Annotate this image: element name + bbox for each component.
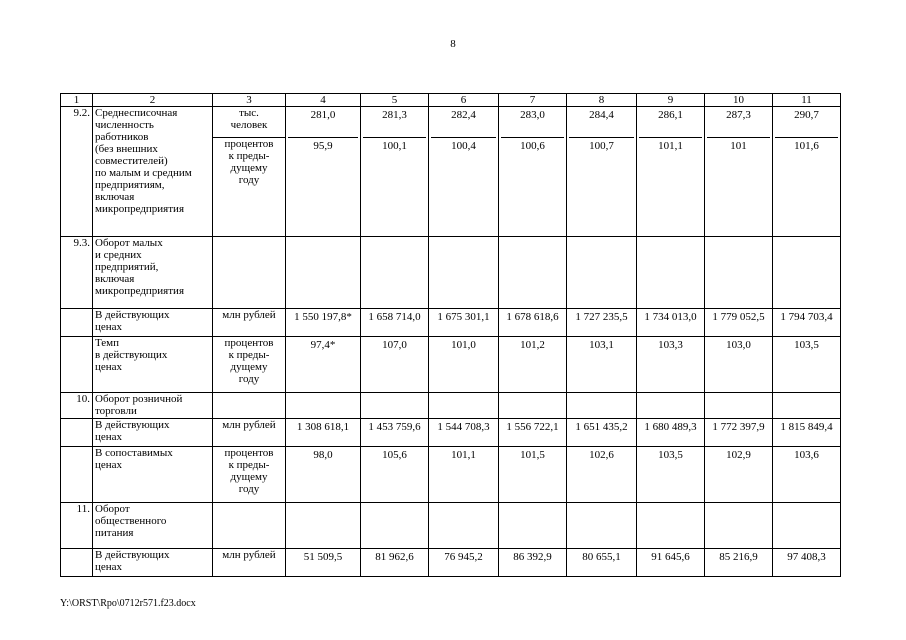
header-cell: 2 bbox=[93, 94, 213, 107]
value-cell bbox=[637, 503, 705, 549]
value-cell bbox=[567, 503, 637, 549]
value-cell: 97,4* bbox=[286, 337, 361, 393]
value-cell bbox=[429, 393, 499, 419]
header-cell: 5 bbox=[361, 94, 429, 107]
value-cell: 102,6 bbox=[567, 447, 637, 503]
unit-cell bbox=[213, 393, 286, 419]
value-cell: 103,1 bbox=[567, 337, 637, 393]
value-cell bbox=[637, 237, 705, 309]
value: 283,0 bbox=[520, 109, 545, 121]
value-cell: 101,0 bbox=[429, 337, 499, 393]
value: 101,6 bbox=[775, 137, 838, 152]
unit-cell bbox=[213, 107, 286, 237]
unit-label: процентов к преды- дущему году bbox=[213, 137, 285, 186]
value-cell: 86 392,9 bbox=[499, 549, 567, 577]
unit-label: тыс. человек bbox=[230, 107, 268, 131]
value: 100,7 bbox=[569, 137, 634, 152]
unit-cell: млн рублей bbox=[213, 549, 286, 577]
value-cell bbox=[773, 237, 841, 309]
value-cell bbox=[705, 107, 773, 237]
row-number bbox=[61, 309, 93, 337]
unit-cell: процентов к преды- дущему году bbox=[213, 447, 286, 503]
row-number: 10. bbox=[61, 393, 93, 419]
value: 281,3 bbox=[382, 109, 407, 121]
value-cell bbox=[429, 107, 499, 237]
header-cell: 11 bbox=[773, 94, 841, 107]
page-number: 8 bbox=[450, 38, 456, 50]
row-number bbox=[61, 337, 93, 393]
header-cell: 3 bbox=[213, 94, 286, 107]
table-row bbox=[61, 447, 841, 503]
header-cell: 6 bbox=[429, 94, 499, 107]
value-cell bbox=[705, 503, 773, 549]
value-cell: 1 675 301,1 bbox=[429, 309, 499, 337]
table-row bbox=[61, 419, 841, 447]
value-cell: 103,0 bbox=[705, 337, 773, 393]
header-cell: 10 bbox=[705, 94, 773, 107]
row-number bbox=[61, 447, 93, 503]
unit-cell: млн рублей bbox=[213, 419, 286, 447]
unit-cell: процентов к преды- дущему году bbox=[213, 337, 286, 393]
unit-cell bbox=[213, 503, 286, 549]
unit-cell bbox=[213, 237, 286, 309]
file-path-footer: Y:\ORST\Rpo\0712r571.f23.docx bbox=[60, 598, 196, 609]
value-cell bbox=[429, 503, 499, 549]
value-cell bbox=[499, 393, 567, 419]
value: 100,4 bbox=[431, 137, 496, 152]
value: 290,7 bbox=[794, 109, 819, 121]
row-number: 9.3. bbox=[61, 237, 93, 309]
value-cell bbox=[499, 503, 567, 549]
value-cell bbox=[361, 107, 429, 237]
value-cell bbox=[567, 237, 637, 309]
row-number: 9.2. bbox=[61, 107, 93, 237]
value-cell: 1 779 052,5 bbox=[705, 309, 773, 337]
value-cell bbox=[773, 107, 841, 237]
value-cell bbox=[773, 393, 841, 419]
value: 95,9 bbox=[288, 137, 358, 152]
value-cell: 1 651 435,2 bbox=[567, 419, 637, 447]
value-cell bbox=[286, 237, 361, 309]
row-number: 11. bbox=[61, 503, 93, 549]
value-cell bbox=[286, 107, 361, 237]
value: 101,1 bbox=[639, 137, 702, 152]
unit-cell: млн рублей bbox=[213, 309, 286, 337]
value: 101 bbox=[707, 137, 770, 152]
value-cell: 1 678 618,6 bbox=[499, 309, 567, 337]
value: 281,0 bbox=[310, 109, 336, 121]
value: 287,3 bbox=[726, 109, 751, 121]
table-row bbox=[61, 337, 841, 393]
value-cell: 76 945,2 bbox=[429, 549, 499, 577]
indicators-table bbox=[60, 93, 841, 577]
value-cell bbox=[705, 393, 773, 419]
table-row bbox=[61, 503, 841, 549]
value-cell: 101,5 bbox=[499, 447, 567, 503]
indicator-name: Оборот общественного питания bbox=[93, 503, 213, 549]
value: 282,4 bbox=[451, 109, 476, 121]
value-cell bbox=[637, 393, 705, 419]
indicator-name: В действующих ценах bbox=[93, 549, 213, 577]
value-cell bbox=[773, 503, 841, 549]
value-cell: 1 680 489,3 bbox=[637, 419, 705, 447]
value-cell bbox=[361, 503, 429, 549]
value-cell: 1 308 618,1 bbox=[286, 419, 361, 447]
value-cell bbox=[429, 237, 499, 309]
header-cell: 4 bbox=[286, 94, 361, 107]
value-cell bbox=[499, 107, 567, 237]
value: 286,1 bbox=[658, 109, 683, 121]
value-cell bbox=[361, 237, 429, 309]
value-cell: 105,6 bbox=[361, 447, 429, 503]
indicator-name: Оборот розничной торговли bbox=[93, 393, 213, 419]
table-row bbox=[61, 393, 841, 419]
table-row bbox=[61, 237, 841, 309]
value-cell bbox=[637, 107, 705, 237]
header-cell: 9 bbox=[637, 94, 705, 107]
header-cell: 1 bbox=[61, 94, 93, 107]
value-cell: 1 453 759,6 bbox=[361, 419, 429, 447]
value-cell: 91 645,6 bbox=[637, 549, 705, 577]
table-row bbox=[61, 107, 841, 237]
value-cell bbox=[286, 393, 361, 419]
value: 100,1 bbox=[363, 137, 426, 152]
value-cell: 51 509,5 bbox=[286, 549, 361, 577]
value-cell: 81 962,6 bbox=[361, 549, 429, 577]
indicator-name: Оборот малых и средних предприятий, включая микропредприятия bbox=[93, 237, 213, 309]
value-cell bbox=[286, 503, 361, 549]
value-cell: 80 655,1 bbox=[567, 549, 637, 577]
row-number bbox=[61, 549, 93, 577]
value-cell: 1 815 849,4 bbox=[773, 419, 841, 447]
value-cell: 1 727 235,5 bbox=[567, 309, 637, 337]
value-cell: 1 556 722,1 bbox=[499, 419, 567, 447]
indicator-name: Среднесписочная численность работников (без внешних совместителей) по малым и средним предприятиям, включая микропредприятия bbox=[93, 107, 213, 237]
value-cell: 103,3 bbox=[637, 337, 705, 393]
value-cell: 103,5 bbox=[637, 447, 705, 503]
indicator-name: В сопоставимых ценах bbox=[93, 447, 213, 503]
header-cell: 8 bbox=[567, 94, 637, 107]
value-cell: 1 772 397,9 bbox=[705, 419, 773, 447]
row-number bbox=[61, 419, 93, 447]
value-cell: 103,6 bbox=[773, 447, 841, 503]
header-row bbox=[61, 94, 841, 107]
value-cell: 1 544 708,3 bbox=[429, 419, 499, 447]
indicator-name: Темп в действующих ценах bbox=[93, 337, 213, 393]
indicator-name: В действующих ценах bbox=[93, 309, 213, 337]
value-cell: 1 550 197,8* bbox=[286, 309, 361, 337]
value-cell bbox=[567, 107, 637, 237]
value-cell: 1 794 703,4 bbox=[773, 309, 841, 337]
value: 284,4 bbox=[589, 109, 614, 121]
value-cell: 85 216,9 bbox=[705, 549, 773, 577]
value-cell: 1 734 013,0 bbox=[637, 309, 705, 337]
value-cell: 103,5 bbox=[773, 337, 841, 393]
value-cell: 107,0 bbox=[361, 337, 429, 393]
value-cell: 97 408,3 bbox=[773, 549, 841, 577]
table-row bbox=[61, 309, 841, 337]
value-cell bbox=[567, 393, 637, 419]
header-cell: 7 bbox=[499, 94, 567, 107]
indicator-name: В действующих ценах bbox=[93, 419, 213, 447]
value-cell: 98,0 bbox=[286, 447, 361, 503]
value-cell bbox=[361, 393, 429, 419]
value-cell: 101,2 bbox=[499, 337, 567, 393]
value: 100,6 bbox=[501, 137, 564, 152]
value-cell: 1 658 714,0 bbox=[361, 309, 429, 337]
table-row bbox=[61, 549, 841, 577]
value-cell bbox=[705, 237, 773, 309]
value-cell: 102,9 bbox=[705, 447, 773, 503]
value-cell bbox=[499, 237, 567, 309]
value-cell: 101,1 bbox=[429, 447, 499, 503]
